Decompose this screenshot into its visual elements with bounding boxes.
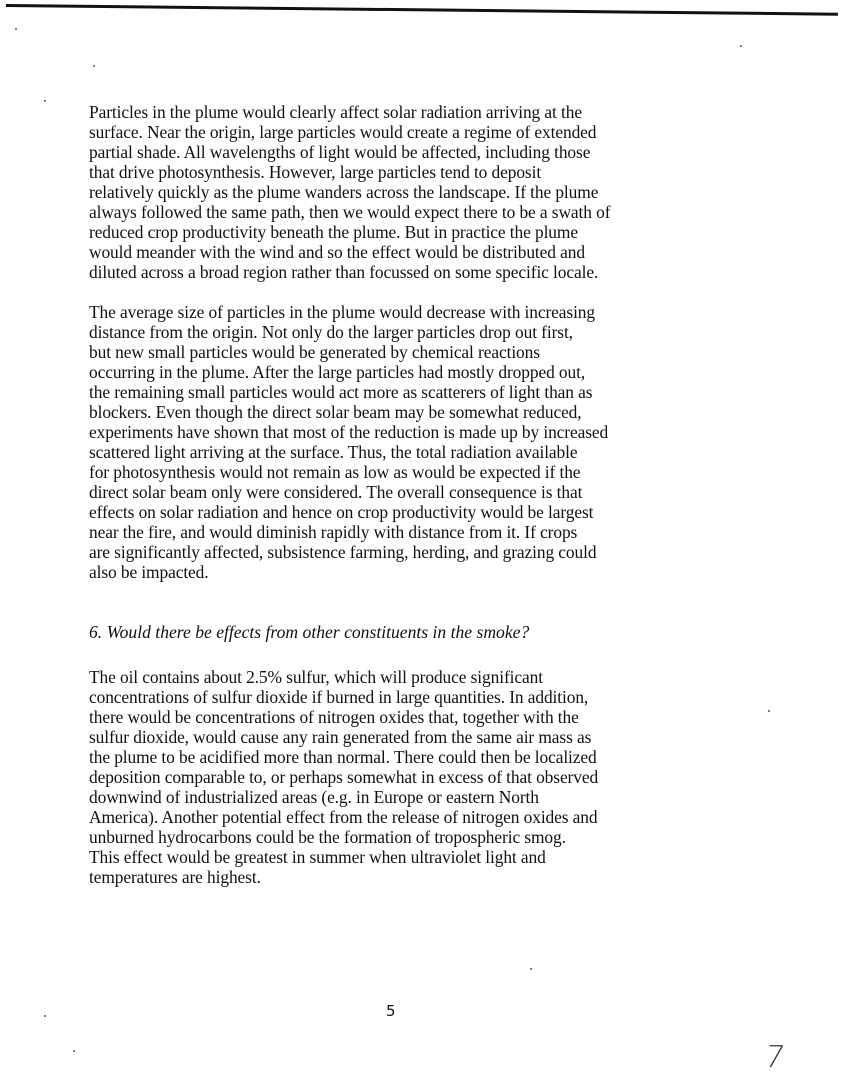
text-line: effects on solar radiation and hence on crop productivity would be largest	[89, 502, 594, 522]
scan-speck	[73, 1050, 75, 1052]
text-line: relatively quickly as the plume wanders across the landscape. If the plume	[89, 182, 599, 202]
scan-speck	[768, 710, 770, 712]
text-line: diluted across a broad region rather than focussed on some specific locale.	[89, 262, 599, 282]
text-line: that drive photosynthesis. However, large particles tend to deposit	[89, 162, 542, 182]
scan-speck	[15, 28, 17, 30]
text-line: always followed the same path, then we would expect there to be a swath of	[89, 202, 611, 222]
page-number: 5	[386, 1002, 396, 1020]
scan-top-rule	[6, 4, 838, 16]
text-line: for photosynthesis would not remain as low as would be expected if the	[89, 462, 581, 482]
text-line: there would be concentrations of nitrogen oxides that, together with the	[89, 707, 579, 727]
scan-speck	[530, 968, 532, 970]
text-line: the plume to be acidified more than normal. There could then be localized	[89, 747, 597, 767]
text-line: Particles in the plume would clearly affect solar radiation arriving at the	[89, 102, 582, 122]
text-line: surface. Near the origin, large particles would create a regime of extended	[89, 122, 597, 142]
text-line: America). Another potential effect from the release of nitrogen oxides and	[89, 807, 598, 827]
section-heading: 6. Would there be effects from other constituents in the smoke?	[89, 622, 530, 642]
handwritten-mark: 7	[761, 1040, 788, 1075]
text-line: distance from the origin. Not only do the larger particles drop out first,	[89, 322, 573, 342]
scan-speck	[93, 65, 95, 67]
text-line: This effect would be greatest in summer when ultraviolet light and	[89, 847, 546, 867]
text-line: scattered light arriving at the surface. Thus, the total radiation available	[89, 442, 578, 462]
text-line: The oil contains about 2.5% sulfur, which will produce significant	[89, 667, 543, 687]
text-line: temperatures are highest.	[89, 867, 261, 887]
text-line: but new small particles would be generated by chemical reactions	[89, 342, 540, 362]
text-line: would meander with the wind and so the effect would be distributed and	[89, 242, 585, 262]
text-line: partial shade. All wavelengths of light would be affected, including those	[89, 142, 591, 162]
text-line: the remaining small particles would act more as scatterers of light than as	[89, 382, 593, 402]
text-line: near the fire, and would diminish rapidly with distance from it. If crops	[89, 522, 578, 542]
text-line: downwind of industrialized areas (e.g. in Europe or eastern North	[89, 787, 539, 807]
text-line: concentrations of sulfur dioxide if burned in large quantities. In addition,	[89, 687, 589, 707]
text-line: The average size of particles in the plume would decrease with increasing	[89, 302, 595, 322]
scan-speck	[44, 1015, 46, 1017]
text-line: also be impacted.	[89, 562, 209, 582]
text-line: are significantly affected, subsistence farming, herding, and grazing could	[89, 542, 597, 562]
text-line: occurring in the plume. After the large particles had mostly dropped out,	[89, 362, 586, 382]
scan-speck	[740, 45, 742, 47]
text-line: direct solar beam only were considered. The overall consequence is that	[89, 482, 583, 502]
text-line: sulfur dioxide, would cause any rain generated from the same air mass as	[89, 727, 592, 747]
text-line: blockers. Even though the direct solar beam may be somewhat reduced,	[89, 402, 582, 422]
text-line: experiments have shown that most of the reduction is made up by increased	[89, 422, 609, 442]
text-line: reduced crop productivity beneath the plume. But in practice the plume	[89, 222, 578, 242]
scan-speck	[44, 100, 46, 102]
text-line: deposition comparable to, or perhaps somewhat in excess of that observed	[89, 767, 599, 787]
text-line: unburned hydrocarbons could be the formation of tropospheric smog.	[89, 827, 566, 847]
